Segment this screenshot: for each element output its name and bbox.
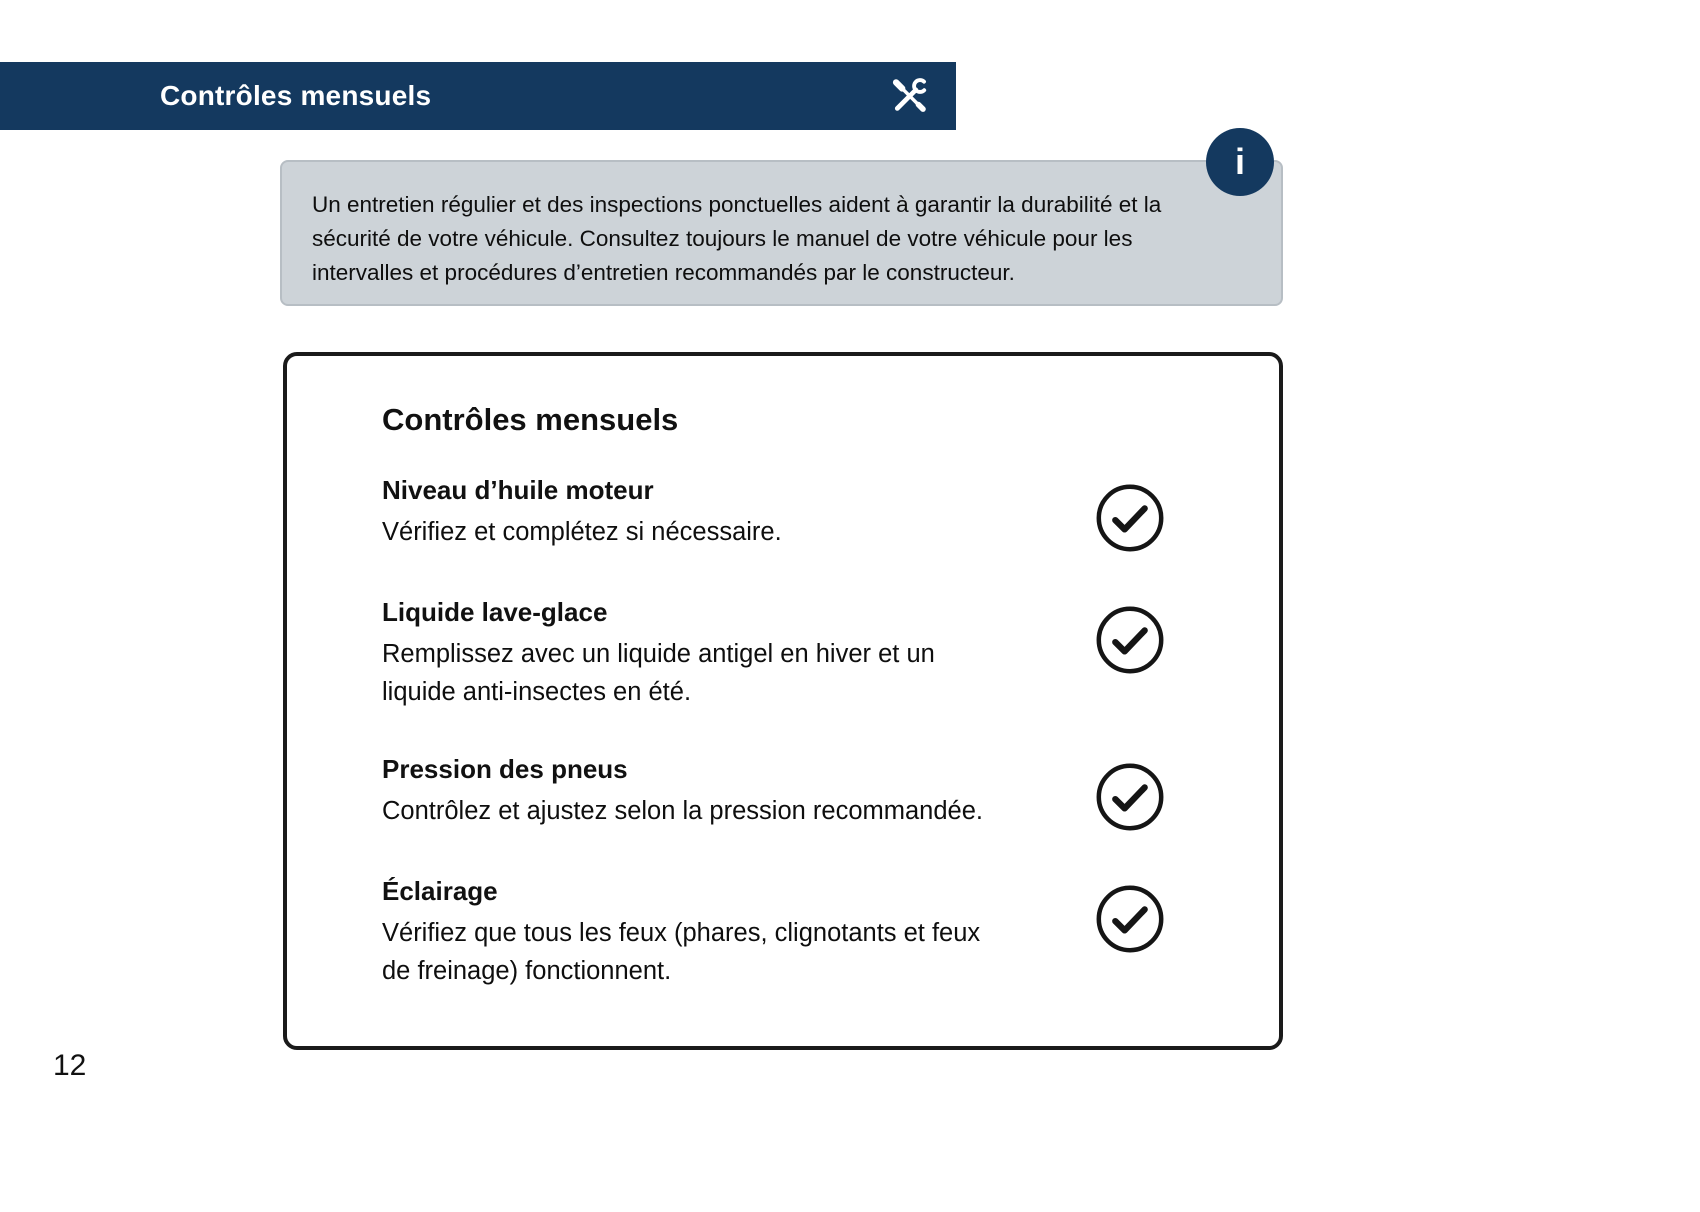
checklist-item — [382, 875, 1223, 990]
info-box — [280, 160, 1283, 306]
item-description: Vérifiez que tous les feux (phares, clignotants et feux de freinage) fonctionnent. — [382, 918, 981, 985]
info-icon: i — [1234, 141, 1245, 182]
item-title: Éclairage — [382, 875, 498, 906]
checklist-item — [382, 596, 1223, 711]
item-title: Niveau d’huile moteur — [382, 475, 654, 505]
checklist-item — [382, 474, 1223, 554]
section-title: Contrôles mensuels — [160, 80, 432, 111]
item-description: Contrôlez et ajustez selon la pression recommandée. — [382, 796, 983, 825]
item-title: Pression des pneus — [382, 753, 628, 784]
checklist-title: Contrôles mensuels — [382, 402, 679, 437]
item-description: Vérifiez et complétez si nécessaire. — [382, 517, 782, 546]
item-description: Remplissez avec un liquide antigel en hiver et un liquide anti-insectes en été. — [382, 639, 935, 706]
info-badge — [1206, 128, 1274, 196]
item-title: Liquide lave-glace — [382, 597, 608, 627]
checklist-item — [382, 753, 1223, 833]
checklist-card — [283, 352, 1283, 1050]
check-circle-icon — [1094, 883, 1166, 955]
page-number: 12 — [53, 1049, 87, 1082]
check-circle-icon — [1094, 482, 1166, 554]
check-circle-icon — [1094, 604, 1166, 676]
info-text: Un entretien régulier et des inspections ponctuelles aident à garantir la durabilité et la sécurité de votre véhicule. Consultez toujours le manuel de votre véhicule pour les intervalles et procédures d’entretien recommandés par le constructeur. — [312, 192, 1162, 285]
tools-icon — [888, 75, 930, 117]
check-circle-icon — [1094, 761, 1166, 833]
section-header-bar — [0, 62, 956, 130]
